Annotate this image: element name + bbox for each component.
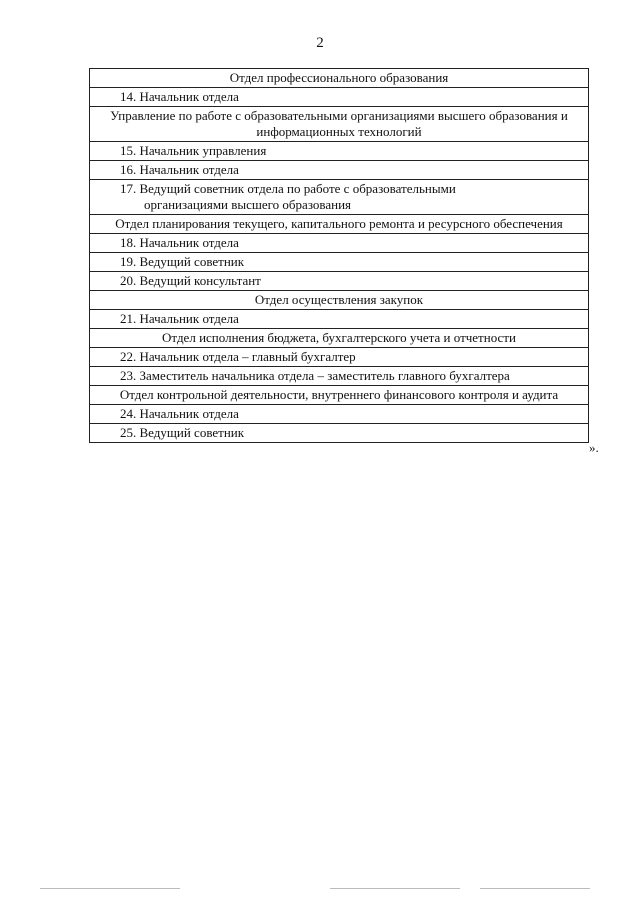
- scan-artifact-line: [330, 888, 460, 889]
- position-row: 25. Ведущий советник: [90, 424, 588, 443]
- position-row: 21. Начальник отдела: [90, 310, 588, 329]
- position-row: 23. Заместитель начальника отдела – заместитель главного бухгалтера: [90, 367, 588, 386]
- department-heading: Отдел планирования текущего, капитального ремонта и ресурсного обеспечения: [90, 215, 588, 234]
- position-row: 16. Начальник отдела: [90, 161, 588, 180]
- position-row-text: 17. Ведущий советник отдела по работе с образовательными: [120, 181, 456, 196]
- position-row-multiline: [90, 180, 588, 215]
- staff-positions-table: [89, 68, 589, 443]
- position-row: 14. Начальник отдела: [90, 88, 588, 107]
- position-row: 18. Начальник отдела: [90, 234, 588, 253]
- position-row: 19. Ведущий советник: [90, 253, 588, 272]
- department-heading: Управление по работе с образовательными организациями высшего образования и информационных технологий: [90, 107, 588, 142]
- position-row: 20. Ведущий консультант: [90, 272, 588, 291]
- department-heading: Отдел исполнения бюджета, бухгалтерского учета и отчетности: [90, 329, 588, 348]
- position-row: 15. Начальник управления: [90, 142, 588, 161]
- department-heading: Отдел осуществления закупок: [90, 291, 588, 310]
- department-heading: Отдел профессионального образования: [90, 69, 588, 88]
- scan-artifact-line: [40, 888, 180, 889]
- department-heading: Отдел контрольной деятельности, внутреннего финансового контроля и аудита: [90, 386, 588, 405]
- page-number: 2: [316, 35, 324, 51]
- closing-quote-mark: ».: [589, 440, 599, 455]
- scan-artifact-line: [480, 888, 590, 889]
- position-row: 24. Начальник отдела: [90, 405, 588, 424]
- position-row: 22. Начальник отдела – главный бухгалтер: [90, 348, 588, 367]
- position-row-continuation: организациями высшего образования: [144, 197, 352, 212]
